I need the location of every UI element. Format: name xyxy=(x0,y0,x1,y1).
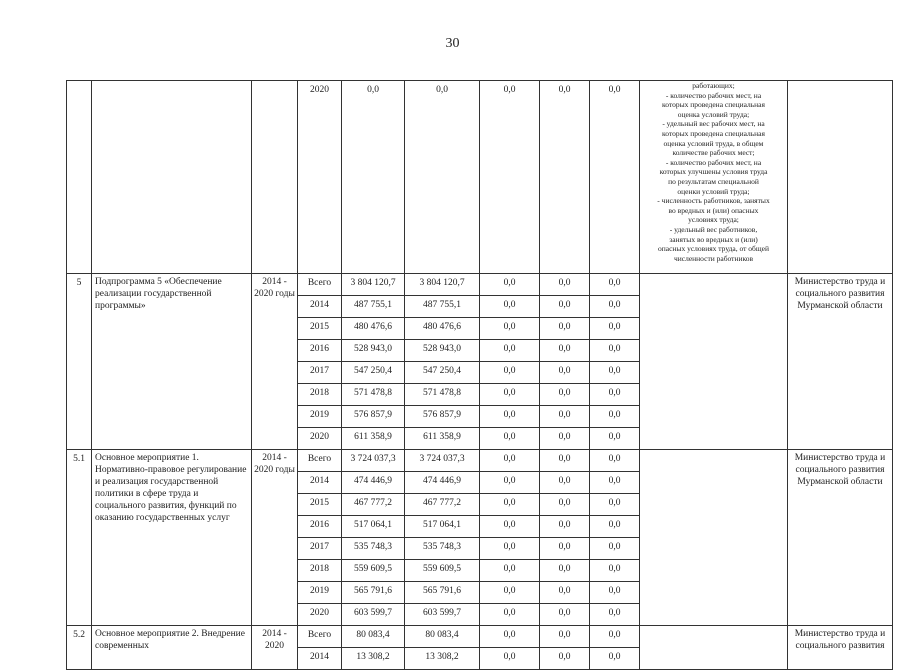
cell-value-federal: 0,0 xyxy=(480,428,540,450)
indicator-line: оценка условий труда, в общем xyxy=(663,138,764,148)
cell-value-local: 0,0 xyxy=(540,406,590,428)
cell-value-local: 0,0 xyxy=(540,362,590,384)
cell-value-regional: 80 083,4 xyxy=(405,626,480,648)
cell-value-total: 0,0 xyxy=(342,81,405,274)
cell-value-other: 0,0 xyxy=(590,81,640,274)
cell-year: 2014 xyxy=(298,296,342,318)
cell-value-total: 559 609,5 xyxy=(342,560,405,582)
cell-value-other: 0,0 xyxy=(590,406,640,428)
cell-value-local: 0,0 xyxy=(540,604,590,626)
cell-value-local: 0,0 xyxy=(540,450,590,472)
cell-responsible: Министерство труда и социального развития Мурманской области xyxy=(788,274,893,450)
indicator-line: по результатам специальной xyxy=(668,176,759,186)
cell-value-local: 0,0 xyxy=(540,538,590,560)
cell-value-federal: 0,0 xyxy=(480,362,540,384)
cell-value-federal: 0,0 xyxy=(480,340,540,362)
cell-period: 2014 - 2020 xyxy=(252,626,298,670)
cell-year: 2016 xyxy=(298,516,342,538)
cell-value-local: 0,0 xyxy=(540,274,590,296)
cell-value-local: 0,0 xyxy=(540,340,590,362)
cell-value-local: 0,0 xyxy=(540,626,590,648)
cell-indicators xyxy=(640,626,788,670)
cell-value-federal: 0,0 xyxy=(480,450,540,472)
cell-year: 2018 xyxy=(298,384,342,406)
cell-year: 2017 xyxy=(298,538,342,560)
indicator-line: - количество рабочих мест, на xyxy=(665,157,762,167)
cell-number xyxy=(67,81,92,274)
cell-year: 2016 xyxy=(298,340,342,362)
cell-value-regional: 487 755,1 xyxy=(405,296,480,318)
cell-value-federal: 0,0 xyxy=(480,538,540,560)
cell-number: 5.1 xyxy=(67,450,92,626)
cell-indicators xyxy=(640,450,788,626)
cell-value-regional: 474 446,9 xyxy=(405,472,480,494)
cell-value-local: 0,0 xyxy=(540,494,590,516)
indicator-line: условиях труда; xyxy=(688,215,739,225)
cell-value-federal: 0,0 xyxy=(480,472,540,494)
cell-value-other: 0,0 xyxy=(590,604,640,626)
cell-value-total: 571 478,8 xyxy=(342,384,405,406)
cell-year: 2015 xyxy=(298,494,342,516)
cell-value-federal: 0,0 xyxy=(480,296,540,318)
cell-value-other: 0,0 xyxy=(590,560,640,582)
cell-value-local: 0,0 xyxy=(540,318,590,340)
cell-value-other: 0,0 xyxy=(590,296,640,318)
indicator-line: которых улучшены условия труда xyxy=(659,167,768,177)
cell-value-total: 535 748,3 xyxy=(342,538,405,560)
cell-value-other: 0,0 xyxy=(590,626,640,648)
indicator-line: - количество рабочих мест, на xyxy=(665,90,762,100)
indicator-line: оценки условий труда; xyxy=(677,186,750,196)
cell-value-total: 3 724 037,3 xyxy=(342,450,405,472)
cell-value-total: 480 476,6 xyxy=(342,318,405,340)
cell-value-total: 547 250,4 xyxy=(342,362,405,384)
cell-year: 2020 xyxy=(298,604,342,626)
cell-number: 5.2 xyxy=(67,626,92,670)
cell-value-federal: 0,0 xyxy=(480,81,540,274)
cell-value-local: 0,0 xyxy=(540,81,590,274)
cell-responsible xyxy=(788,81,893,274)
cell-year: 2015 xyxy=(298,318,342,340)
cell-value-federal: 0,0 xyxy=(480,384,540,406)
cell-period: 2014 - 2020 годы xyxy=(252,274,298,450)
cell-value-regional: 571 478,8 xyxy=(405,384,480,406)
indicator-line: численности работников xyxy=(673,253,754,263)
cell-value-regional: 611 358,9 xyxy=(405,428,480,450)
cell-value-regional: 535 748,3 xyxy=(405,538,480,560)
indicator-line: - численность работников, занятых xyxy=(657,196,770,206)
cell-value-regional: 480 476,6 xyxy=(405,318,480,340)
cell-period: 2014 - 2020 годы xyxy=(252,450,298,626)
indicator-line: - удельный вес работников, xyxy=(669,224,758,234)
table-row xyxy=(67,450,893,472)
cell-value-total: 611 358,9 xyxy=(342,428,405,450)
cell-year: 2017 xyxy=(298,362,342,384)
cell-value-regional: 565 791,6 xyxy=(405,582,480,604)
cell-value-federal: 0,0 xyxy=(480,318,540,340)
indicator-line: работающих; xyxy=(692,81,735,90)
cell-value-other: 0,0 xyxy=(590,384,640,406)
cell-value-regional: 13 308,2 xyxy=(405,648,480,670)
cell-year: Всего xyxy=(298,274,342,296)
indicator-line: количестве рабочих мест; xyxy=(672,148,755,158)
cell-value-other: 0,0 xyxy=(590,362,640,384)
cell-value-local: 0,0 xyxy=(540,472,590,494)
cell-value-total: 487 755,1 xyxy=(342,296,405,318)
cell-year: 2014 xyxy=(298,648,342,670)
cell-value-federal: 0,0 xyxy=(480,494,540,516)
cell-value-other: 0,0 xyxy=(590,538,640,560)
cell-name: Основное мероприятие 1. Нормативно-правовое регулирование и реализация государственной политики в сфере труда и социального развития, функций по оказанию государственных услуг xyxy=(92,450,252,626)
cell-indicators xyxy=(640,274,788,450)
cell-value-other: 0,0 xyxy=(590,648,640,670)
cell-value-local: 0,0 xyxy=(540,296,590,318)
cell-value-total: 517 064,1 xyxy=(342,516,405,538)
table-row-top xyxy=(67,81,893,274)
cell-value-federal: 0,0 xyxy=(480,406,540,428)
table-body xyxy=(67,81,893,670)
cell-value-federal: 0,0 xyxy=(480,604,540,626)
cell-number: 5 xyxy=(67,274,92,450)
cell-value-regional: 528 943,0 xyxy=(405,340,480,362)
cell-value-total: 603 599,7 xyxy=(342,604,405,626)
cell-value-local: 0,0 xyxy=(540,516,590,538)
indicator-line: которых проведена специальная xyxy=(662,128,765,138)
cell-value-total: 474 446,9 xyxy=(342,472,405,494)
cell-value-other: 0,0 xyxy=(590,428,640,450)
cell-indicators xyxy=(640,81,788,274)
cell-responsible: Министерство труда и социального развития xyxy=(788,626,893,670)
cell-year: 2019 xyxy=(298,582,342,604)
cell-value-total: 528 943,0 xyxy=(342,340,405,362)
cell-period xyxy=(252,81,298,274)
cell-year: 2019 xyxy=(298,406,342,428)
cell-value-other: 0,0 xyxy=(590,582,640,604)
cell-value-other: 0,0 xyxy=(590,340,640,362)
cell-value-other: 0,0 xyxy=(590,318,640,340)
budget-table xyxy=(66,80,893,670)
cell-year: 2020 xyxy=(298,428,342,450)
cell-value-federal: 0,0 xyxy=(480,560,540,582)
cell-value-other: 0,0 xyxy=(590,274,640,296)
cell-value-regional: 0,0 xyxy=(405,81,480,274)
indicator-line: оценка условий труда; xyxy=(677,109,750,119)
cell-value-local: 0,0 xyxy=(540,428,590,450)
indicator-line: во вредных и (или) опасных xyxy=(668,205,759,215)
cell-name xyxy=(92,81,252,274)
cell-year: Всего xyxy=(298,450,342,472)
cell-value-federal: 0,0 xyxy=(480,516,540,538)
cell-value-other: 0,0 xyxy=(590,516,640,538)
cell-value-total: 467 777,2 xyxy=(342,494,405,516)
cell-value-total: 565 791,6 xyxy=(342,582,405,604)
cell-value-regional: 517 064,1 xyxy=(405,516,480,538)
cell-value-regional: 467 777,2 xyxy=(405,494,480,516)
cell-year: 2014 xyxy=(298,472,342,494)
cell-value-total: 576 857,9 xyxy=(342,406,405,428)
cell-value-federal: 0,0 xyxy=(480,274,540,296)
cell-value-other: 0,0 xyxy=(590,472,640,494)
cell-year: 2020 xyxy=(298,81,342,274)
cell-value-regional: 576 857,9 xyxy=(405,406,480,428)
cell-value-federal: 0,0 xyxy=(480,648,540,670)
cell-year: 2018 xyxy=(298,560,342,582)
indicator-line: - удельный вес рабочих мест, на xyxy=(662,119,765,129)
page-number: 30 xyxy=(445,36,460,51)
cell-value-total: 3 804 120,7 xyxy=(342,274,405,296)
indicator-line: опасных условиях труда, от общей xyxy=(658,244,769,254)
cell-name: Основное мероприятие 2. Внедрение современных xyxy=(92,626,252,670)
cell-year: Всего xyxy=(298,626,342,648)
cell-name: Подпрограмма 5 «Обеспечение реализации государственной программы» xyxy=(92,274,252,450)
cell-value-other: 0,0 xyxy=(590,450,640,472)
cell-value-local: 0,0 xyxy=(540,648,590,670)
table-row xyxy=(67,626,893,648)
cell-value-total: 13 308,2 xyxy=(342,648,405,670)
cell-value-regional: 3 724 037,3 xyxy=(405,450,480,472)
cell-responsible: Министерство труда и социального развития Мурманской области xyxy=(788,450,893,626)
table-row xyxy=(67,274,893,296)
cell-value-total: 80 083,4 xyxy=(342,626,405,648)
cell-value-regional: 603 599,7 xyxy=(405,604,480,626)
cell-value-regional: 3 804 120,7 xyxy=(405,274,480,296)
cell-value-other: 0,0 xyxy=(590,494,640,516)
indicator-line: занятых во вредных и (или) xyxy=(669,234,758,244)
cell-value-regional: 559 609,5 xyxy=(405,560,480,582)
cell-value-federal: 0,0 xyxy=(480,626,540,648)
cell-value-federal: 0,0 xyxy=(480,582,540,604)
cell-value-local: 0,0 xyxy=(540,384,590,406)
indicator-line: которых проведена специальная xyxy=(662,100,765,110)
cell-value-regional: 547 250,4 xyxy=(405,362,480,384)
cell-value-local: 0,0 xyxy=(540,582,590,604)
cell-value-local: 0,0 xyxy=(540,560,590,582)
